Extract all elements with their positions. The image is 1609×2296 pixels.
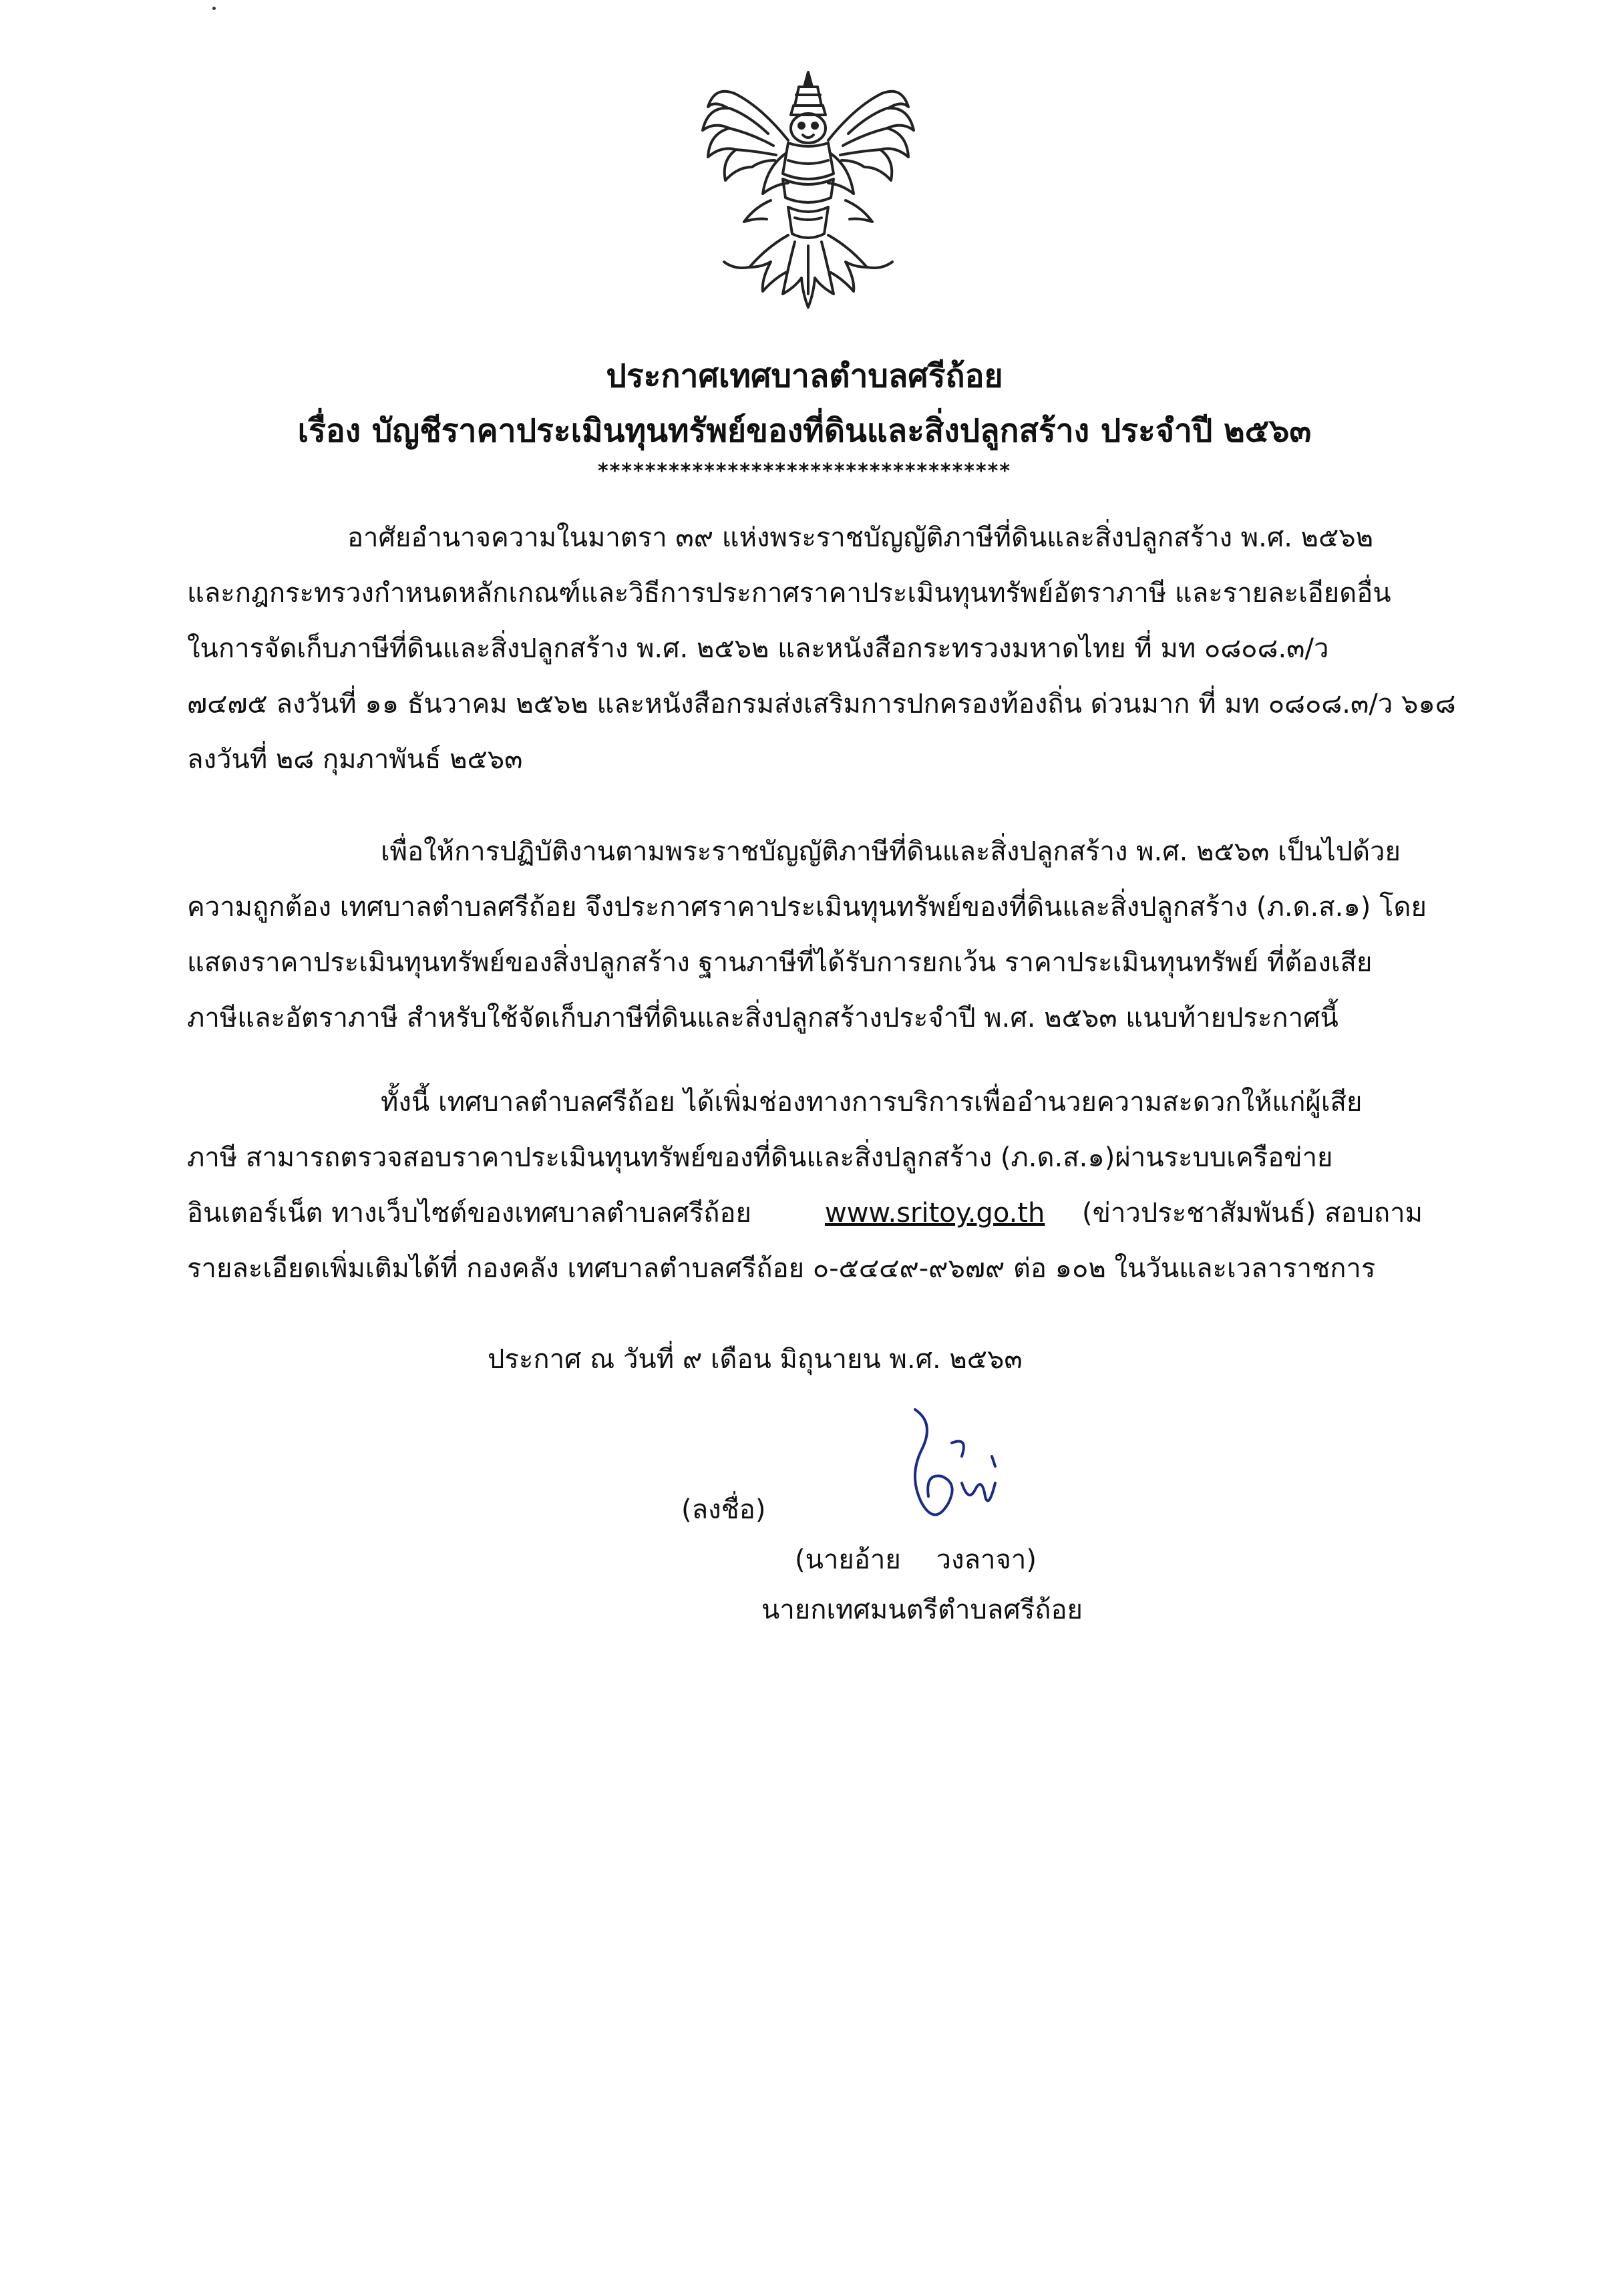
para2-line1: เพื่อให้การปฏิบัติงานตามพระราชบัญญัติภาษีที่ดินและสิ่งปลูกสร้าง พ.ศ. ๒๕๖๓ เป็นไปด้วย	[381, 836, 1401, 867]
website-link[interactable]: www.sritoy.go.th	[825, 1198, 1045, 1228]
handwritten-signature	[895, 1403, 1009, 1530]
para3-line1: ทั้งนี้ เทศบาลตำบลศรีถ้อย ได้เพิ่มช่องทางการบริการเพื่ออำนวยความสะดวกให้แก่ผู้เสีย	[381, 1087, 1363, 1118]
garuda-emblem-icon	[688, 67, 928, 314]
para3-line2: ภาษี สามารถตรวจสอบราคาประเมินทุนทรัพย์ของที่ดินและสิ่งปลูกสร้าง (ภ.ด.ส.๑)ผ่านระบบเครือข่าย	[187, 1142, 1333, 1173]
announcement-title: ประกาศเทศบาลตำบลศรีถ้อย	[606, 357, 1003, 395]
para1-line1: อาศัยอำนาจความในมาตรา ๓๙ แห่งพระราชบัญญัติภาษีที่ดินและสิ่งปลูกสร้าง พ.ศ. ๒๕๖๒	[347, 522, 1374, 553]
para3-line3-text: อินเตอร์เน็ต ทางเว็บไซต์ของเทศบาลตำบลศรีถ้อย	[187, 1198, 751, 1228]
signed-label: (ลงชื่อ)	[681, 1494, 766, 1525]
title-divider: ***********************************	[597, 460, 1012, 483]
para2-line3: แสดงราคาประเมินทุนทรัพย์ของสิ่งปลูกสร้าง ฐานภาษีที่ได้รับการยกเว้น ราคาประเมินทุนทรัพย์ ที่ต้องเสีย	[187, 947, 1373, 978]
signatory-name: (นายอ้าย วงลาจา)	[795, 1544, 1037, 1575]
signatory-position: นายกเทศมนตรีตำบลศรีถ้อย	[761, 1595, 1083, 1625]
para1-line2: และกฎกระทรวงกำหนดหลักเกณฑ์และวิธีการประกาศราคาประเมินทุนทรัพย์อัตราภาษี และรายละเอียดอื่น	[187, 578, 1391, 609]
para2-line4: ภาษีและอัตราภาษี สำหรับใช้จัดเก็บภาษีที่ดินและสิ่งปลูกสร้างประจำปี พ.ศ. ๒๕๖๓ แนบท้ายประกาศนี้	[187, 1003, 1338, 1033]
para3-line3-suffix: (ข่าวประชาสัมพันธ์) สอบถาม	[1082, 1198, 1423, 1228]
para1-line5: ลงวันที่ ๒๘ กุมภาพันธ์ ๒๕๖๓	[187, 744, 523, 775]
para3-line4: รายละเอียดเพิ่มเติมได้ที่ กองคลัง เทศบาลตำบลศรีถ้อย ๐-๕๔๔๙-๙๖๗๙ ต่อ ๑๐๒ ในวันและเวลาราชการ	[187, 1253, 1376, 1284]
announcement-date: ประกาศ ณ วันที่ ๙ เดือน มิถุนายน พ.ศ. ๒๕๖๓	[488, 1344, 1023, 1375]
announcement-subject: เรื่อง บัญชีราคาประเมินทุนทรัพย์ของที่ดินและสิ่งปลูกสร้าง ประจำปี ๒๕๖๓	[297, 412, 1312, 450]
para1-line3: ในการจัดเก็บภาษีที่ดินและสิ่งปลูกสร้าง พ.ศ. ๒๕๖๒ และหนังสือกระทรวงมหาดไทย ที่ มท ๐๘๐๘.๓/ว	[187, 633, 1329, 664]
para1-line4: ๗๔๗๕ ลงวันที่ ๑๑ ธันวาคม ๒๕๖๒ และหนังสือกรมส่งเสริมการปกครองท้องถิ่น ด่วนมาก ที่ มท ๐๘๐๘.๓/ว ๖๑๘	[187, 689, 1456, 719]
scan-speck	[212, 7, 216, 10]
para2-line2: ความถูกต้อง เทศบาลตำบลศรีถ้อย จึงประกาศราคาประเมินทุนทรัพย์ของที่ดินและสิ่งปลูกสร้าง (ภ.ด.ส.๑) โดย	[187, 892, 1427, 923]
